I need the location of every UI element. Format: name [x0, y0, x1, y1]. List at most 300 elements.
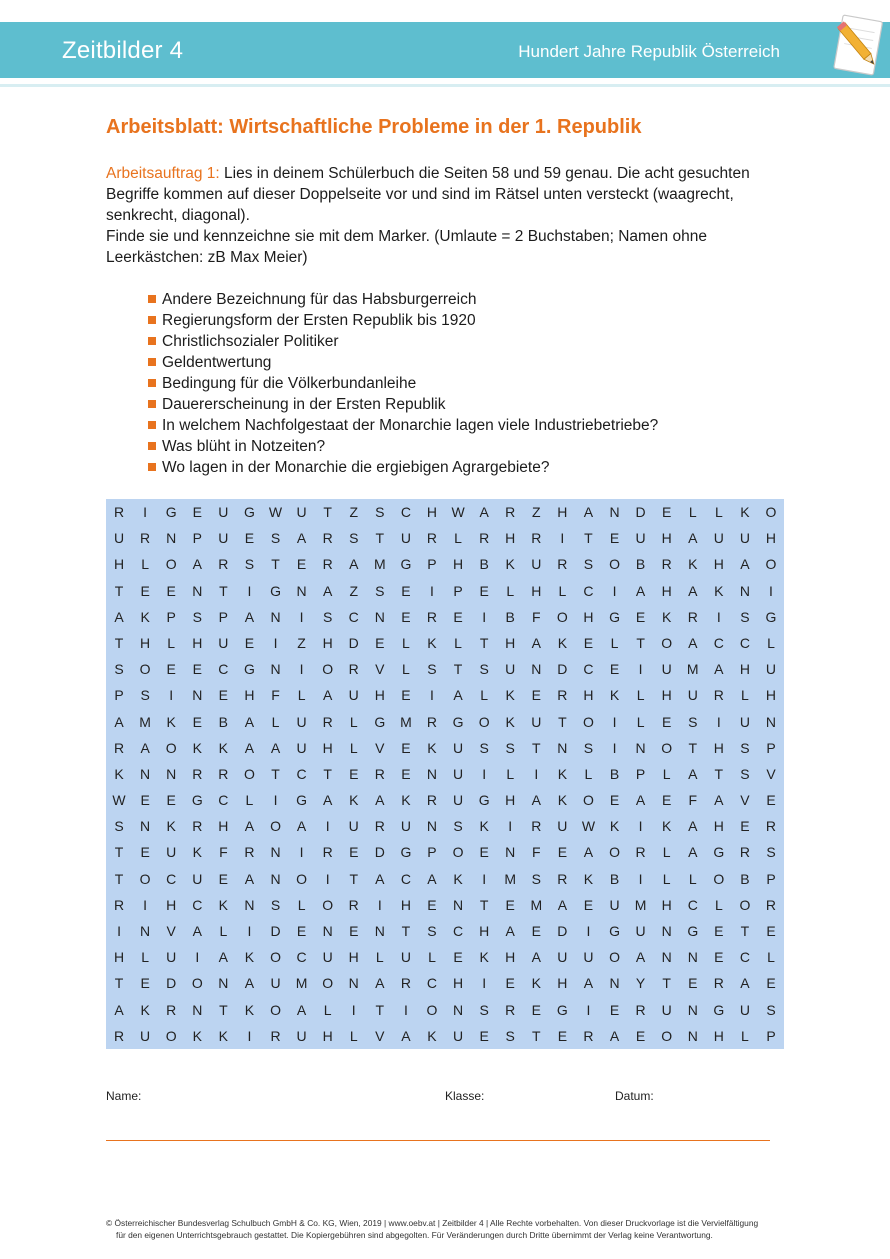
grid-cell[interactable]: H: [557, 975, 568, 992]
grid-cell[interactable]: C: [400, 504, 411, 520]
grid-cell[interactable]: I: [430, 582, 434, 599]
grid-cell[interactable]: K: [140, 1001, 150, 1018]
grid-cell[interactable]: L: [375, 949, 384, 966]
grid-cell[interactable]: G: [270, 582, 281, 599]
grid-cell[interactable]: M: [634, 896, 647, 913]
grid-cell[interactable]: S: [740, 739, 750, 756]
grid-cell[interactable]: G: [713, 1001, 725, 1018]
grid-cell[interactable]: E: [192, 713, 202, 730]
grid-cell[interactable]: F: [271, 687, 280, 704]
grid-cell[interactable]: C: [583, 582, 594, 599]
grid-cell[interactable]: E: [609, 792, 620, 809]
grid-cell[interactable]: I: [430, 687, 434, 704]
grid-cell[interactable]: H: [374, 687, 385, 704]
grid-cell[interactable]: U: [739, 1001, 750, 1018]
grid-cell[interactable]: R: [113, 504, 125, 520]
grid-cell[interactable]: U: [687, 687, 698, 704]
grid-cell[interactable]: P: [453, 582, 463, 599]
grid-cell[interactable]: P: [166, 608, 176, 625]
grid-cell[interactable]: E: [583, 896, 594, 913]
grid-cell[interactable]: G: [374, 713, 386, 730]
grid-cell[interactable]: G: [296, 792, 308, 809]
grid-cell[interactable]: K: [166, 818, 176, 835]
grid-cell[interactable]: N: [687, 1027, 698, 1044]
grid-cell[interactable]: T: [271, 556, 280, 573]
grid-cell[interactable]: L: [688, 870, 697, 887]
grid-cell[interactable]: H: [583, 608, 594, 625]
grid-cell[interactable]: I: [143, 896, 148, 913]
grid-cell[interactable]: A: [583, 975, 594, 992]
grid-cell[interactable]: K: [244, 1001, 255, 1018]
grid-cell[interactable]: O: [609, 844, 620, 861]
grid-cell[interactable]: K: [401, 792, 411, 809]
grid-cell[interactable]: U: [296, 739, 307, 756]
grid-cell[interactable]: M: [400, 713, 412, 730]
grid-cell[interactable]: C: [192, 896, 203, 913]
grid-cell[interactable]: I: [586, 923, 591, 939]
grid-cell[interactable]: C: [296, 765, 307, 782]
grid-cell[interactable]: O: [609, 949, 620, 966]
grid-cell[interactable]: R: [270, 1027, 281, 1044]
grid-cell[interactable]: L: [271, 713, 280, 730]
grid-cell[interactable]: R: [374, 818, 385, 835]
grid-cell[interactable]: H: [348, 949, 359, 966]
grid-cell[interactable]: O: [765, 556, 777, 573]
grid-cell[interactable]: K: [479, 818, 489, 835]
grid-cell[interactable]: O: [322, 661, 334, 678]
grid-cell[interactable]: E: [244, 634, 255, 651]
grid-cell[interactable]: L: [662, 870, 671, 887]
grid-cell[interactable]: N: [635, 739, 646, 756]
grid-cell[interactable]: E: [662, 792, 672, 809]
grid-cell[interactable]: R: [192, 818, 203, 835]
grid-cell[interactable]: H: [452, 556, 464, 573]
grid-cell[interactable]: O: [478, 713, 490, 730]
grid-cell[interactable]: H: [400, 896, 411, 913]
grid-cell[interactable]: G: [452, 713, 464, 730]
grid-cell[interactable]: R: [244, 844, 255, 861]
grid-cell[interactable]: C: [426, 975, 438, 992]
grid-cell[interactable]: W: [581, 818, 596, 835]
grid-cell[interactable]: I: [247, 923, 252, 939]
grid-cell[interactable]: A: [531, 949, 541, 966]
grid-cell[interactable]: M: [373, 556, 386, 573]
grid-cell[interactable]: I: [482, 870, 487, 887]
grid-cell[interactable]: N: [166, 530, 177, 547]
grid-cell[interactable]: S: [479, 739, 489, 756]
grid-cell[interactable]: P: [766, 739, 776, 756]
grid-cell[interactable]: E: [166, 661, 176, 678]
grid-cell[interactable]: D: [635, 504, 646, 520]
grid-cell[interactable]: A: [140, 739, 150, 756]
grid-cell[interactable]: L: [558, 582, 567, 599]
grid-cell[interactable]: G: [243, 504, 255, 520]
grid-cell[interactable]: I: [638, 818, 643, 835]
grid-cell[interactable]: R: [635, 844, 646, 861]
grid-cell[interactable]: A: [531, 634, 541, 651]
grid-cell[interactable]: L: [741, 687, 749, 704]
grid-cell[interactable]: H: [505, 634, 516, 651]
grid-cell[interactable]: N: [661, 949, 672, 966]
grid-cell[interactable]: H: [713, 818, 724, 835]
grid-cell[interactable]: U: [192, 870, 203, 887]
grid-cell[interactable]: U: [505, 661, 516, 678]
grid-cell[interactable]: G: [765, 608, 777, 625]
grid-cell[interactable]: E: [557, 844, 568, 861]
grid-cell[interactable]: E: [401, 608, 411, 625]
grid-cell[interactable]: I: [560, 530, 565, 547]
grid-cell[interactable]: U: [296, 504, 307, 520]
grid-cell[interactable]: L: [167, 634, 176, 651]
grid-cell[interactable]: I: [638, 661, 643, 678]
grid-cell[interactable]: E: [635, 608, 646, 625]
grid-cell[interactable]: D: [166, 975, 177, 992]
grid-cell[interactable]: H: [661, 687, 672, 704]
grid-cell[interactable]: H: [505, 530, 516, 547]
grid-cell[interactable]: K: [427, 634, 437, 651]
grid-cell[interactable]: O: [165, 739, 177, 756]
grid-cell[interactable]: H: [713, 739, 724, 756]
grid-cell[interactable]: E: [401, 687, 411, 704]
grid-cell[interactable]: T: [349, 870, 359, 887]
grid-cell[interactable]: D: [557, 661, 568, 678]
grid-cell[interactable]: I: [117, 923, 121, 939]
grid-cell[interactable]: P: [766, 870, 776, 887]
grid-cell[interactable]: I: [273, 792, 278, 809]
grid-cell[interactable]: L: [454, 634, 462, 651]
grid-cell[interactable]: H: [244, 687, 255, 704]
grid-cell[interactable]: E: [766, 923, 776, 939]
grid-cell[interactable]: D: [270, 923, 281, 939]
grid-cell[interactable]: R: [479, 530, 490, 547]
grid-cell[interactable]: A: [688, 634, 698, 651]
grid-cell[interactable]: H: [557, 504, 568, 520]
grid-cell[interactable]: O: [270, 949, 281, 966]
grid-cell[interactable]: K: [740, 504, 750, 520]
grid-cell[interactable]: T: [636, 634, 645, 651]
grid-cell[interactable]: A: [401, 1027, 411, 1044]
grid-cell[interactable]: C: [583, 661, 594, 678]
grid-cell[interactable]: O: [765, 504, 777, 520]
grid-cell[interactable]: N: [348, 975, 359, 992]
grid-cell[interactable]: C: [687, 896, 698, 913]
grid-cell[interactable]: E: [479, 582, 489, 599]
grid-cell[interactable]: G: [191, 792, 203, 809]
grid-cell[interactable]: L: [297, 896, 306, 913]
grid-cell[interactable]: E: [349, 923, 359, 939]
grid-cell[interactable]: O: [609, 556, 620, 573]
grid-cell[interactable]: N: [244, 896, 255, 913]
grid-cell[interactable]: U: [609, 896, 620, 913]
grid-cell[interactable]: R: [348, 661, 359, 678]
grid-cell[interactable]: L: [741, 1027, 749, 1044]
grid-cell[interactable]: R: [531, 530, 542, 547]
grid-cell[interactable]: Z: [349, 504, 359, 520]
grid-cell[interactable]: R: [426, 713, 438, 730]
grid-cell[interactable]: K: [662, 608, 672, 625]
grid-cell[interactable]: L: [767, 949, 775, 966]
grid-cell[interactable]: S: [270, 530, 281, 547]
grid-cell[interactable]: S: [583, 739, 594, 756]
grid-cell[interactable]: K: [349, 792, 359, 809]
grid-cell[interactable]: A: [375, 792, 385, 809]
grid-cell[interactable]: T: [114, 975, 124, 992]
grid-cell[interactable]: A: [714, 661, 724, 678]
grid-cell[interactable]: V: [766, 765, 776, 782]
grid-cell[interactable]: T: [323, 504, 332, 520]
grid-cell[interactable]: S: [114, 818, 124, 835]
grid-cell[interactable]: U: [270, 975, 281, 992]
grid-cell[interactable]: A: [635, 582, 646, 599]
grid-cell[interactable]: S: [479, 1001, 489, 1018]
grid-cell[interactable]: D: [374, 844, 385, 861]
grid-cell[interactable]: E: [375, 634, 385, 651]
grid-cell[interactable]: L: [480, 687, 489, 704]
grid-cell[interactable]: A: [349, 556, 359, 573]
grid-cell[interactable]: A: [192, 556, 202, 573]
grid-cell[interactable]: I: [482, 608, 487, 625]
grid-cell[interactable]: O: [139, 661, 151, 678]
grid-cell[interactable]: S: [479, 661, 489, 678]
grid-cell[interactable]: A: [427, 870, 437, 887]
grid-cell[interactable]: S: [766, 1001, 776, 1018]
grid-cell[interactable]: N: [140, 923, 151, 939]
grid-cell[interactable]: B: [505, 608, 515, 625]
grid-cell[interactable]: A: [244, 818, 255, 835]
grid-cell[interactable]: T: [453, 661, 463, 678]
grid-cell[interactable]: K: [557, 792, 568, 809]
grid-cell[interactable]: A: [635, 949, 646, 966]
grid-cell[interactable]: E: [218, 870, 229, 887]
grid-cell[interactable]: P: [766, 1027, 776, 1044]
grid-cell[interactable]: S: [740, 608, 750, 625]
grid-cell[interactable]: E: [531, 1001, 541, 1018]
grid-cell[interactable]: S: [427, 923, 437, 939]
grid-cell[interactable]: O: [661, 634, 673, 651]
grid-cell[interactable]: H: [661, 896, 672, 913]
grid-cell[interactable]: O: [556, 608, 568, 625]
grid-cell[interactable]: I: [586, 1001, 591, 1018]
grid-cell[interactable]: B: [740, 870, 750, 887]
grid-cell[interactable]: A: [244, 870, 255, 887]
grid-cell[interactable]: K: [192, 1027, 202, 1044]
grid-cell[interactable]: S: [583, 556, 594, 573]
grid-cell[interactable]: A: [218, 949, 229, 966]
grid-cell[interactable]: H: [192, 634, 203, 651]
grid-cell[interactable]: T: [401, 923, 411, 939]
grid-cell[interactable]: U: [348, 687, 359, 704]
grid-cell[interactable]: U: [348, 818, 359, 835]
grid-cell[interactable]: N: [426, 765, 438, 782]
grid-cell[interactable]: E: [296, 556, 307, 573]
grid-cell[interactable]: H: [661, 530, 672, 547]
grid-cell[interactable]: N: [426, 818, 438, 835]
grid-cell[interactable]: A: [296, 530, 307, 547]
grid-cell[interactable]: I: [247, 1027, 252, 1044]
grid-cell[interactable]: R: [713, 975, 724, 992]
grid-cell[interactable]: M: [530, 896, 543, 913]
grid-cell[interactable]: E: [296, 923, 307, 939]
grid-cell[interactable]: P: [114, 687, 124, 704]
grid-cell[interactable]: H: [739, 661, 750, 678]
grid-cell[interactable]: R: [765, 818, 777, 835]
grid-cell[interactable]: R: [426, 792, 438, 809]
grid-cell[interactable]: T: [688, 739, 698, 756]
grid-cell[interactable]: I: [325, 870, 330, 887]
grid-cell[interactable]: H: [661, 582, 672, 599]
grid-cell[interactable]: U: [452, 765, 464, 782]
grid-cell[interactable]: E: [740, 818, 750, 835]
grid-cell[interactable]: U: [166, 844, 177, 861]
grid-cell[interactable]: O: [452, 844, 464, 861]
grid-cell[interactable]: K: [218, 739, 229, 756]
grid-cell[interactable]: A: [244, 975, 255, 992]
grid-cell[interactable]: C: [218, 661, 229, 678]
grid-cell[interactable]: K: [166, 713, 176, 730]
grid-cell[interactable]: I: [612, 739, 617, 756]
grid-cell[interactable]: L: [141, 949, 150, 966]
grid-cell[interactable]: G: [400, 556, 412, 573]
grid-cell[interactable]: N: [661, 923, 672, 939]
grid-cell[interactable]: I: [716, 713, 721, 730]
grid-cell[interactable]: R: [192, 765, 203, 782]
grid-cell[interactable]: N: [192, 1001, 203, 1018]
grid-cell[interactable]: K: [531, 975, 541, 992]
grid-cell[interactable]: U: [166, 949, 177, 966]
grid-cell[interactable]: W: [268, 504, 283, 520]
grid-cell[interactable]: R: [113, 1027, 125, 1044]
grid-cell[interactable]: N: [270, 844, 281, 861]
grid-cell[interactable]: E: [218, 687, 229, 704]
grid-cell[interactable]: G: [165, 504, 177, 520]
grid-cell[interactable]: S: [192, 608, 202, 625]
grid-cell[interactable]: N: [296, 582, 307, 599]
grid-cell[interactable]: N: [166, 765, 177, 782]
grid-cell[interactable]: E: [609, 661, 620, 678]
grid-cell[interactable]: I: [299, 661, 304, 678]
grid-cell[interactable]: N: [140, 818, 151, 835]
grid-cell[interactable]: A: [479, 504, 489, 520]
grid-cell[interactable]: O: [139, 870, 151, 887]
grid-cell[interactable]: R: [426, 530, 438, 547]
grid-cell[interactable]: H: [452, 975, 464, 992]
grid-cell[interactable]: L: [688, 504, 697, 520]
grid-cell[interactable]: L: [714, 504, 723, 520]
grid-cell[interactable]: U: [140, 1027, 151, 1044]
grid-cell[interactable]: R: [739, 844, 750, 861]
grid-cell[interactable]: U: [400, 530, 411, 547]
grid-cell[interactable]: G: [400, 844, 412, 861]
grid-cell[interactable]: E: [140, 792, 150, 809]
grid-cell[interactable]: L: [297, 687, 306, 704]
grid-cell[interactable]: H: [166, 896, 177, 913]
grid-cell[interactable]: U: [218, 634, 229, 651]
grid-cell[interactable]: Y: [635, 975, 646, 992]
grid-cell[interactable]: E: [166, 792, 176, 809]
grid-cell[interactable]: W: [112, 792, 126, 809]
grid-cell[interactable]: O: [270, 818, 281, 835]
grid-cell[interactable]: O: [165, 1027, 177, 1044]
grid-cell[interactable]: P: [635, 765, 646, 782]
grid-cell[interactable]: I: [612, 713, 617, 730]
grid-cell[interactable]: H: [505, 949, 516, 966]
grid-cell[interactable]: O: [583, 792, 594, 809]
grid-cell[interactable]: L: [323, 1001, 332, 1018]
grid-cell[interactable]: S: [453, 818, 463, 835]
grid-cell[interactable]: I: [534, 765, 539, 782]
grid-cell[interactable]: O: [426, 1001, 438, 1018]
grid-cell[interactable]: N: [505, 844, 516, 861]
grid-cell[interactable]: E: [557, 1027, 568, 1044]
grid-cell[interactable]: K: [557, 765, 568, 782]
grid-cell[interactable]: E: [635, 1027, 646, 1044]
grid-cell[interactable]: A: [322, 687, 333, 704]
grid-cell[interactable]: C: [713, 634, 724, 651]
grid-cell[interactable]: S: [270, 896, 281, 913]
grid-cell[interactable]: K: [662, 818, 672, 835]
grid-cell[interactable]: P: [427, 556, 437, 573]
grid-cell[interactable]: N: [452, 1001, 464, 1018]
grid-cell[interactable]: H: [426, 504, 438, 520]
grid-cell[interactable]: N: [531, 661, 542, 678]
grid-cell[interactable]: I: [508, 818, 513, 835]
grid-cell[interactable]: T: [219, 1001, 228, 1018]
grid-cell[interactable]: U: [218, 530, 229, 547]
grid-cell[interactable]: P: [218, 608, 229, 625]
grid-cell[interactable]: T: [375, 1001, 385, 1018]
grid-cell[interactable]: D: [557, 923, 568, 939]
grid-cell[interactable]: N: [687, 949, 698, 966]
grid-cell[interactable]: T: [323, 765, 332, 782]
grid-cell[interactable]: R: [322, 530, 333, 547]
grid-cell[interactable]: K: [192, 739, 202, 756]
grid-cell[interactable]: F: [219, 844, 228, 861]
grid-cell[interactable]: O: [322, 975, 334, 992]
grid-cell[interactable]: R: [661, 556, 672, 573]
grid-cell[interactable]: L: [219, 923, 228, 939]
grid-cell[interactable]: K: [140, 608, 150, 625]
grid-cell[interactable]: N: [140, 765, 151, 782]
grid-cell[interactable]: F: [688, 792, 698, 809]
grid-cell[interactable]: C: [400, 870, 411, 887]
grid-cell[interactable]: G: [478, 792, 490, 809]
grid-cell[interactable]: A: [114, 1001, 124, 1018]
grid-cell[interactable]: B: [609, 870, 620, 887]
grid-cell[interactable]: R: [322, 844, 333, 861]
grid-cell[interactable]: L: [506, 765, 515, 782]
grid-cell[interactable]: S: [244, 556, 255, 573]
grid-cell[interactable]: T: [479, 896, 489, 913]
grid-cell[interactable]: A: [688, 765, 698, 782]
grid-cell[interactable]: R: [113, 739, 125, 756]
grid-cell[interactable]: T: [532, 739, 541, 756]
grid-cell[interactable]: H: [531, 582, 542, 599]
grid-cell[interactable]: T: [114, 870, 124, 887]
grid-cell[interactable]: A: [688, 530, 698, 547]
grid-cell[interactable]: I: [299, 844, 304, 861]
grid-cell[interactable]: S: [688, 713, 698, 730]
grid-cell[interactable]: R: [635, 1001, 646, 1018]
grid-cell[interactable]: S: [505, 1027, 515, 1044]
grid-cell[interactable]: H: [322, 634, 333, 651]
grid-cell[interactable]: U: [661, 661, 672, 678]
grid-cell[interactable]: K: [218, 1027, 229, 1044]
grid-cell[interactable]: R: [374, 765, 385, 782]
grid-cell[interactable]: L: [349, 1027, 358, 1044]
grid-cell[interactable]: I: [482, 765, 487, 782]
grid-cell[interactable]: B: [218, 713, 229, 730]
grid-cell[interactable]: I: [299, 608, 304, 625]
